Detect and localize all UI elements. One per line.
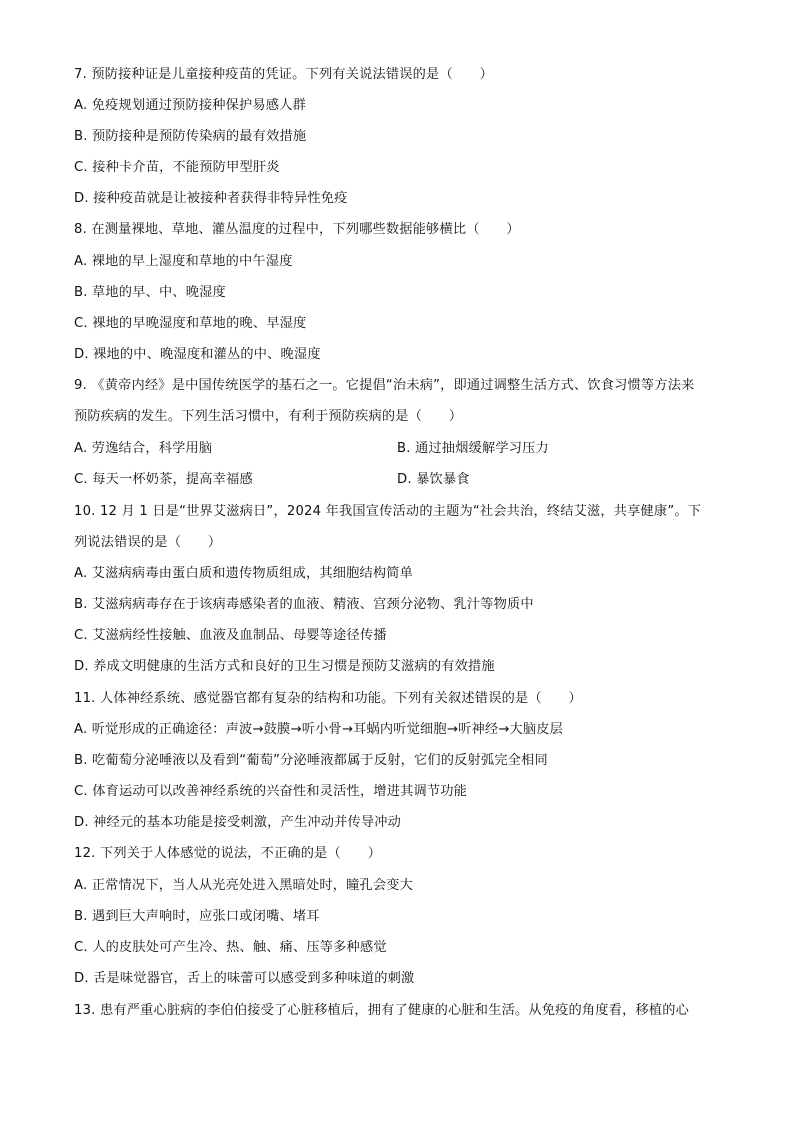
question-11-option-a: A. 听觉形成的正确途径：声波→鼓膜→听小骨→耳蜗内听觉细胞→听神经→大脑皮层 bbox=[74, 722, 564, 737]
question-7-option-c: C. 接种卡介苗，不能预防甲型肝炎 bbox=[74, 160, 280, 175]
question-10-option-d: D. 养成文明健康的生活方式和良好的卫生习惯是预防艾滋病的有效措施 bbox=[74, 659, 495, 674]
question-7-option-d: D. 接种疫苗就是让被接种者获得非特异性免疫 bbox=[74, 191, 348, 206]
question-8-option-b: B. 草地的早、中、晚湿度 bbox=[74, 285, 226, 300]
question-11-option-b: B. 吃葡萄分泌唾液以及看到“葡萄”分泌唾液都属于反射，它们的反射弧完全相同 bbox=[74, 753, 548, 768]
question-9-stem-line-2: 预防疾病的发生。下列生活习惯中，有利于预防疾病的是（ ） bbox=[74, 409, 463, 424]
question-12-option-b: B. 遇到巨大声响时，应张口或闭嘴、堵耳 bbox=[74, 909, 320, 924]
question-9-option-b: B. 通过抽烟缓解学习压力 bbox=[397, 441, 549, 456]
question-11-stem: 11. 人体神经系统、感觉器官都有复杂的结构和功能。下列有关叙述错误的是（ ） bbox=[74, 691, 582, 706]
question-7-stem: 7. 预防接种证是儿童接种疫苗的凭证。下列有关说法错误的是（ ） bbox=[74, 67, 493, 82]
question-7-option-b: B. 预防接种是预防传染病的最有效措施 bbox=[74, 129, 307, 144]
question-10-stem-line-1: 10. 12 月 1 日是“世界艾滋病日”，2024 年我国宣传活动的主题为“社会共治，终结艾滋，共享健康”。下 bbox=[74, 504, 702, 519]
question-8-option-a: A. 裸地的早上湿度和草地的中午湿度 bbox=[74, 254, 293, 269]
question-10-stem-line-2: 列说法错误的是（ ） bbox=[74, 535, 222, 550]
question-10-option-b: B. 艾滋病病毒存在于该病毒感染者的血液、精液、宫颈分泌物、乳汁等物质中 bbox=[74, 597, 534, 612]
question-9-option-a: A. 劳逸结合，科学用脑 bbox=[74, 441, 213, 456]
question-8-option-d: D. 裸地的中、晚湿度和灌丛的中、晚湿度 bbox=[74, 347, 321, 362]
question-8-option-c: C. 裸地的早晚湿度和草地的晚、早湿度 bbox=[74, 316, 307, 331]
question-11-option-d: D. 神经元的基本功能是接受刺激，产生冲动并传导冲动 bbox=[74, 815, 402, 830]
question-9-option-d: D. 暴饮暴食 bbox=[397, 472, 470, 487]
question-10-option-c: C. 艾滋病经性接触、血液及血制品、母婴等途径传播 bbox=[74, 628, 387, 643]
question-9-option-c: C. 每天一杯奶茶，提高幸福感 bbox=[74, 472, 253, 487]
question-12-option-d: D. 舌是味觉器官，舌上的味蕾可以感受到多种味道的刺激 bbox=[74, 971, 415, 986]
question-10-option-a: A. 艾滋病病毒由蛋白质和遗传物质组成，其细胞结构简单 bbox=[74, 566, 414, 581]
question-12-option-a: A. 正常情况下，当人从光亮处进入黑暗处时，瞳孔会变大 bbox=[74, 878, 414, 893]
question-12-stem: 12. 下列关于人体感觉的说法，不正确的是（ ） bbox=[74, 846, 382, 861]
question-12-option-c: C. 人的皮肤处可产生冷、热、触、痛、压等多种感觉 bbox=[74, 940, 387, 955]
question-13-stem: 13. 患有严重心脏病的李伯伯接受了心脏移植后，拥有了健康的心脏和生活。从免疫的角度看，移植的心 bbox=[74, 1003, 690, 1018]
question-11-option-c: C. 体育运动可以改善神经系统的兴奋性和灵活性，增进其调节功能 bbox=[74, 784, 468, 799]
question-8-stem: 8. 在测量裸地、草地、灌丛温度的过程中，下列哪些数据能够横比（ ） bbox=[74, 222, 520, 237]
question-9-stem-line-1: 9. 《黄帝内经》是中国传统医学的基石之一。它提倡“治未病”，即通过调整生活方式、饮食习惯等方法来 bbox=[74, 378, 695, 393]
question-7-option-a: A. 免疫规划通过预防接种保护易感人群 bbox=[74, 98, 306, 113]
